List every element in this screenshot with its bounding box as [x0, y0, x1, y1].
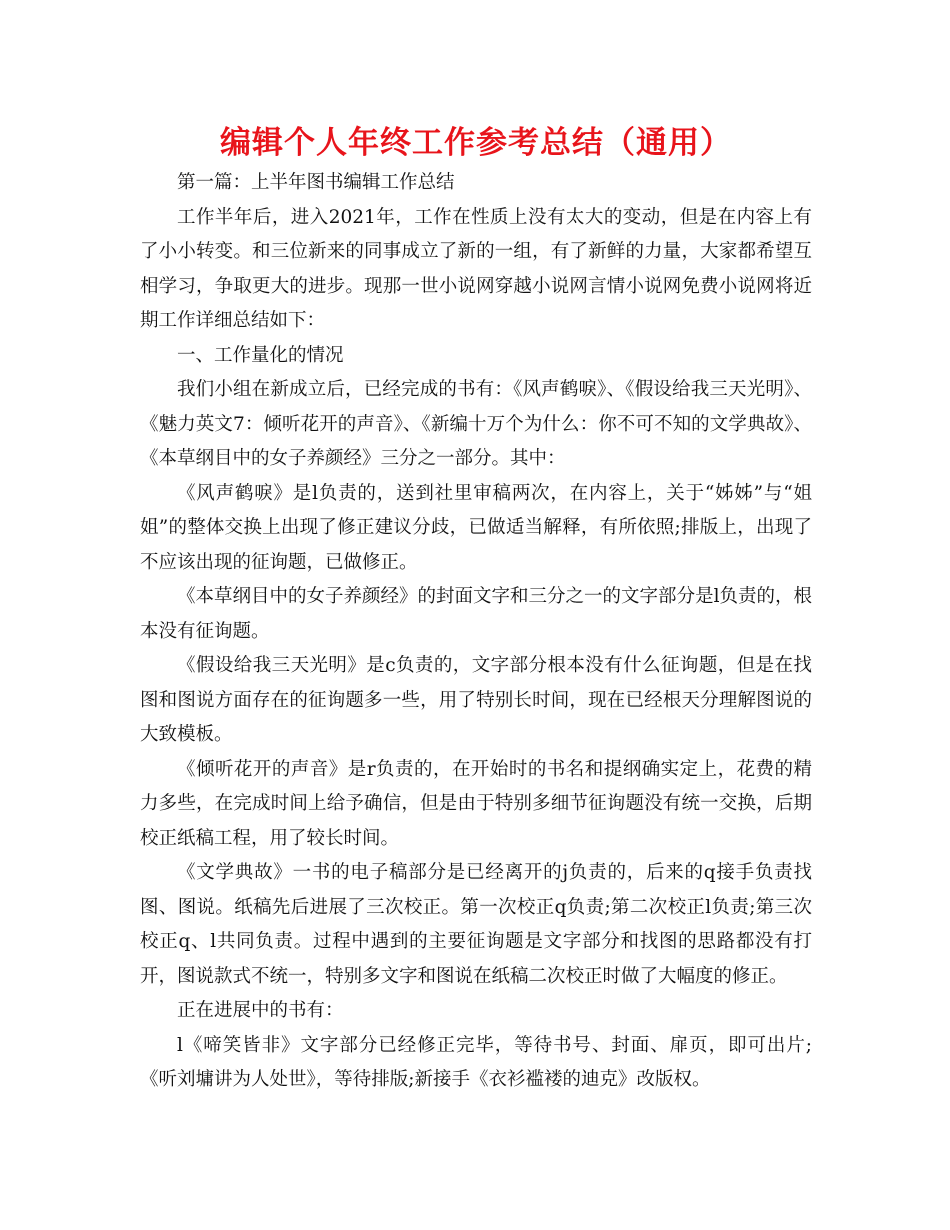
document-page — [140, 120, 812, 1098]
paragraph-in-progress-books: l《啼笑皆非》文字部分已经修正完毕，等待书号、封面、扉页，即可出片;《听刘墉讲为人处世》，等待排版;新接手《衣衫褴褛的迪克》改版权。 — [140, 1034, 812, 1090]
document-title: 编辑个人年终工作参考总结（通用） — [220, 125, 732, 161]
paragraph-book-bencao: 《本草纲目中的女子养颜经》的封面文字和三分之一的文字部分是l负责的，根本没有征询题。 — [140, 586, 812, 642]
paragraph-book-guangming: 《假设给我三天光明》是c负责的，文字部分根本没有什么征询题，但是在找图和图说方面存在的征询题多一些，用了特别长时间，现在已经根天分理解图说的大致模板。 — [140, 655, 812, 745]
paragraph-completed-books: 我们小组在新成立后，已经完成的书有：《风声鹤唳》、《假设给我三天光明》、《魅力英文7：倾听花开的声音》、《新编十万个为什么：你不可不知的文学典故》、《本草纲目中的女子养颜经》三分之一部分。其中： — [140, 379, 812, 469]
paragraph-in-progress-heading: 正在进展中的书有： — [177, 1000, 344, 1021]
paragraph-book-huakai: 《倾听花开的声音》是r负责的，在开始时的书名和提纲确实定上，花费的精力多些，在完成时间上给予确信，但是由于特别多细节征询题没有统一交换，后期校正纸稿工程，用了较长时间。 — [140, 758, 812, 849]
paragraph-subheading: 一、工作量化的情况 — [177, 344, 344, 366]
paragraph-book-fengsheng: 《风声鹤唳》是l负责的，送到社里审稿两次，在内容上，关于“姊姊”与“姐姐”的整体交换上出现了修正建议分歧，已做适当解释，有所依照;排版上，出现了不应该出现的征询题，已做修正。 — [140, 482, 812, 573]
paragraph-section-heading: 第一篇：上半年图书编辑工作总结 — [177, 172, 455, 193]
paragraph-book-dianguo: 《文学典故》一书的电子稿部分是已经离开的j负责的，后来的q接手负责找图、图说。纸稿先后进展了三次校正。第一次校正q负责;第二次校正l负责;第三次校正q、l共同负责。过程中遇到的主要征询题是文字部分和找图的思路都没有打开，图说款式不统一，特别多文字和图说在纸稿二次校正时做了大幅度的修正。 — [140, 862, 812, 987]
paragraph-intro: 工作半年后，进入2021年，工作在性质上没有太大的变动，但是在内容上有了小小转变。和三位新来的同事成立了新的一组，有了新鲜的力量，大家都希望互相学习，争取更大的进步。现那一世小说网穿越小说网言情小说网免费小说网将近期工作详细总结如下： — [140, 206, 812, 331]
